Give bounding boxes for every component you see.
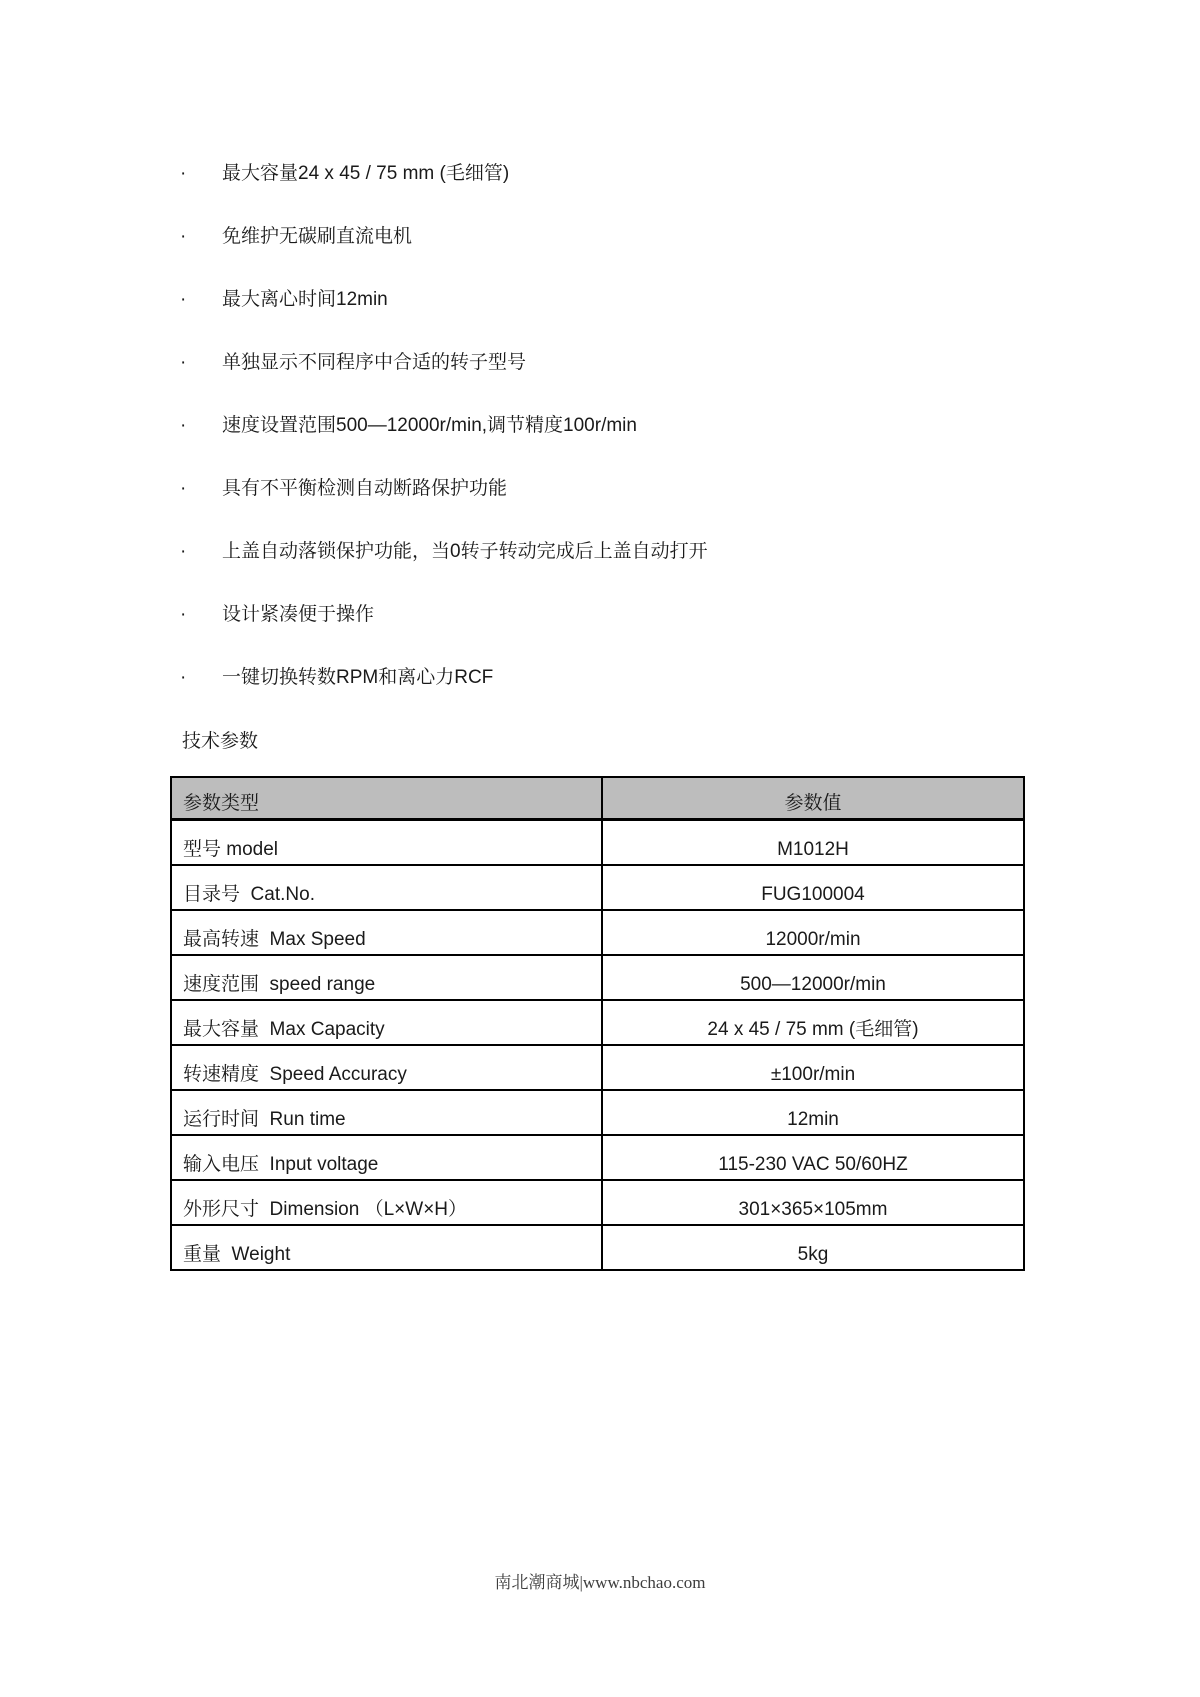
table-row [171, 955, 1024, 1000]
bullet-marker: · [180, 604, 187, 625]
param-value: FUG100004 [602, 865, 1024, 910]
param-label: 重量 Weight [171, 1225, 602, 1270]
spec-table [170, 776, 1025, 1271]
list-item [180, 604, 708, 625]
param-value: 12min [602, 1090, 1024, 1135]
bullet-marker: · [180, 415, 187, 436]
param-value: 301×365×105mm [602, 1180, 1024, 1225]
list-item [180, 352, 708, 373]
feature-text: 最大容量24 x 45 / 75 mm (毛细管) [222, 163, 510, 184]
header-param-value: 参数值 [602, 777, 1024, 820]
feature-text: 速度设置范围500—12000r/min,调节精度100r/min [222, 415, 637, 436]
list-item [180, 289, 708, 310]
param-value: M1012H [602, 820, 1024, 866]
param-label: 转速精度 Speed Accuracy [171, 1045, 602, 1090]
param-value: 500—12000r/min [602, 955, 1024, 1000]
table-row [171, 865, 1024, 910]
param-value: 115-230 VAC 50/60HZ [602, 1135, 1024, 1180]
table-row [171, 820, 1024, 866]
feature-text: 最大离心时间12min [222, 289, 388, 310]
page-footer: 南北潮商城|www.nbchao.com [494, 1573, 706, 1592]
bullet-marker: · [180, 163, 187, 184]
param-label: 运行时间 Run time [171, 1090, 602, 1135]
param-value: 12000r/min [602, 910, 1024, 955]
feature-text: 一键切换转数RPM和离心力RCF [222, 667, 494, 688]
bullet-marker: · [180, 289, 187, 310]
list-item [180, 163, 708, 184]
table-row [171, 1000, 1024, 1045]
param-value: ±100r/min [602, 1045, 1024, 1090]
feature-text: 免维护无碳刷直流电机 [222, 226, 413, 247]
param-label: 速度范围 speed range [171, 955, 602, 1000]
table-row [171, 1045, 1024, 1090]
table-row [171, 1090, 1024, 1135]
bullet-marker: · [180, 541, 187, 562]
section-title: 技术参数 [182, 731, 259, 752]
table-row [171, 1225, 1024, 1270]
list-item [180, 541, 708, 562]
bullet-marker: · [180, 478, 187, 499]
table-row [171, 1135, 1024, 1180]
param-label: 最高转速 Max Speed [171, 910, 602, 955]
param-label: 外形尺寸 Dimension （L×W×H） [171, 1180, 602, 1225]
table-row [171, 910, 1024, 955]
list-item [180, 478, 708, 499]
param-value: 5kg [602, 1225, 1024, 1270]
list-item [180, 415, 708, 436]
bullet-marker: · [180, 667, 187, 688]
param-value: 24 x 45 / 75 mm (毛细管) [602, 1000, 1024, 1045]
bullet-marker: · [180, 226, 187, 247]
feature-text: 单独显示不同程序中合适的转子型号 [222, 352, 527, 373]
param-label: 最大容量 Max Capacity [171, 1000, 602, 1045]
bullet-marker: · [180, 352, 187, 373]
list-item [180, 226, 708, 247]
feature-list [180, 163, 708, 730]
list-item [180, 667, 708, 688]
feature-text: 上盖自动落锁保护功能，当0转子转动完成后上盖自动打开 [222, 541, 708, 562]
table-row [171, 1180, 1024, 1225]
header-param-type: 参数类型 [171, 777, 602, 820]
table-header-row [171, 777, 1024, 820]
param-label: 目录号 Cat.No. [171, 865, 602, 910]
param-label: 型号 model [171, 820, 602, 866]
feature-text: 设计紧凑便于操作 [222, 604, 375, 625]
feature-text: 具有不平衡检测自动断路保护功能 [222, 478, 508, 499]
param-label: 输入电压 Input voltage [171, 1135, 602, 1180]
